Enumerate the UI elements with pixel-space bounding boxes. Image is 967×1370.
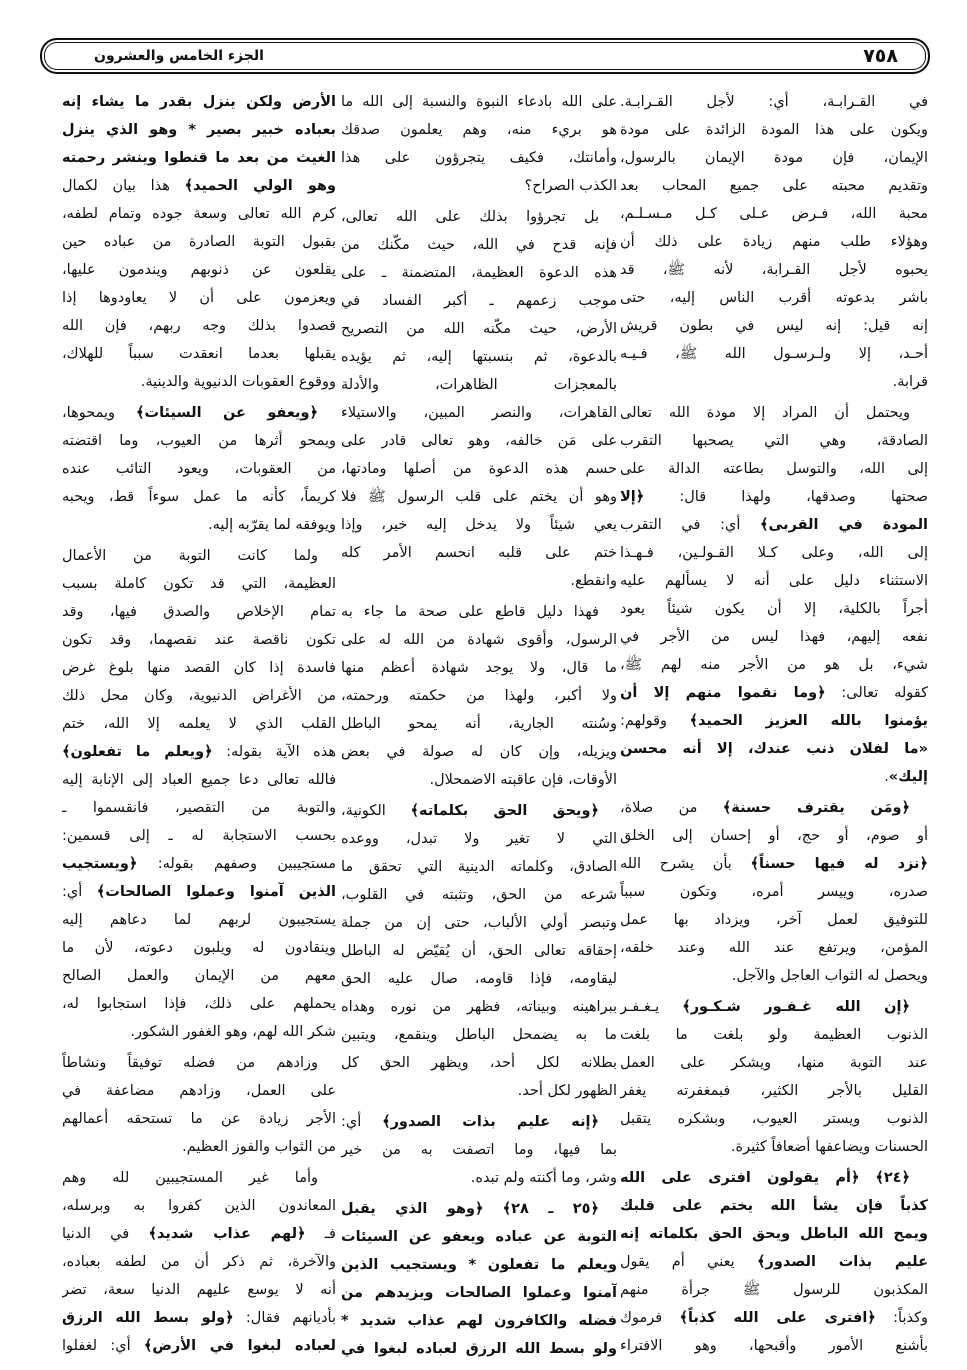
text-line: كقوله تعالى: ﴿وما نقموا منهم إلا أن — [620, 685, 928, 701]
text-line: الحسنات ويضاعفها أضعافاً كثيرة. — [730, 1139, 928, 1155]
text-line: ويعزمون على أن لا يعاودوها إذا — [62, 290, 336, 306]
quran-quote: آمنوا وعملوا الصالحات ويزيدهم من — [341, 1285, 617, 1301]
text-line: من الثواب والفوز العظيم. — [182, 1139, 336, 1155]
text-line: ما قال، ولا يوجد شهادة أعظم منها — [341, 660, 617, 676]
text-line: فإنه قدح في الله، حيث مكّنك من — [341, 237, 617, 253]
text-line: كرم الله تعالى وسعة جوده وتمام لطفه، — [62, 206, 336, 222]
text-line: قرابة. — [892, 374, 928, 390]
text-line — [341, 1195, 617, 1223]
text-line — [620, 1164, 928, 1192]
text-line: نفعه إليهم، فهذا ليس من الأجر في — [620, 629, 928, 645]
text-line: بل تجرؤوا بذلك على الله تعالى، — [341, 209, 599, 225]
text-line: يقبلها بعدما انعقدت سبباً للهلاك، — [62, 346, 336, 362]
running-header — [40, 38, 930, 74]
text-line: أو صوم، أو حج، أو إحسان إلى الخلق — [620, 828, 928, 844]
text-line: وسُنته الجارية، أنه يمحو الباطل — [341, 716, 617, 732]
text-line: صدره، وييسر أمره، وتكون سبباً — [620, 884, 928, 900]
quran-quote: لعباده لبغوا في الأرض﴾ — [143, 1338, 336, 1354]
text-line: من العقوبات، ويعود التائب عنده — [62, 461, 336, 477]
text-line: ووقوع العقوبات الدنيوية والدينية. — [140, 374, 336, 390]
text-line: وشر، وما أكنته ولم تبده. — [470, 1170, 617, 1186]
text-line: في القـرابـة، أي: لأجل القـرابـة. — [620, 94, 928, 110]
page-number: ٧٥٨ — [863, 45, 898, 67]
text-line: المودة في القربى﴾ أي: في التقرب — [620, 517, 928, 533]
text-line: وأما غير المستجيبين لله وهم — [62, 1170, 318, 1186]
text-line: التي لا تغير ولا تبدل، ووعده — [341, 831, 617, 847]
text-line: المؤمن، ويرتفع عند الله وعند خلقه، — [620, 940, 928, 956]
text-line: حسم هذه الدعوة من أصلها ومادتها، — [341, 461, 617, 477]
text-line: ما به يضمحل الباطل وينقمع، ويتبين — [341, 1027, 617, 1043]
text-column — [341, 88, 617, 1363]
text-line: ﴿ويعفو عن السيئات﴾ ويمحوها، — [62, 405, 319, 421]
text-line: يحملهم على ذلك، فإذا استجابوا له، — [62, 996, 336, 1012]
quran-quote: ﴿وهو الذي يقبل — [341, 1201, 484, 1217]
text-line: الصادق، وكلماته الدينية التي تحقق ما — [341, 859, 617, 875]
quran-quote: ﴿نزد له فيها حسناً﴾ — [750, 856, 928, 872]
quran-quote: إليك» — [888, 769, 928, 785]
text-line: الصادقة، وهي التي يصحبها التقرب — [620, 433, 928, 449]
text-line: ويحتمل أن المراد إلا مودة الله تعالى — [620, 405, 910, 421]
text-line — [620, 735, 928, 763]
quran-quote: الذين آمنوا وعملوا الصالحات﴾ — [96, 884, 336, 900]
text-line: من الأغراض الدنيوية، وكان محل ذلك — [62, 688, 336, 704]
text-line: والآخرة، ثم ذكر أن من لطفه بعباده، — [62, 1254, 336, 1270]
quran-quote: ولو بسط الله الرزق لعباده لبغوا في — [341, 1341, 617, 1357]
text-line: ويوفقه لما يقرّبه إليه. — [207, 517, 336, 533]
quran-quote: ويمح الله الباطل ويحق الحق بكلماته إنه — [620, 1226, 928, 1242]
text-line: الاستثناء دليل على أنه لا يسألهم عليه — [620, 573, 928, 589]
text-line: وهو الولي الحميد﴾ هذا بيان لكمال — [62, 178, 336, 194]
text-line: الأرض، حيث مكّنه الله من التصريح — [341, 321, 617, 337]
text-line: ﴿إن الله غـفـور شـكـور﴾ يـغـفـر — [620, 999, 910, 1015]
text-line: ويكون على هذا المودة الزائدة على مودة — [620, 122, 928, 138]
text-line: الذنوب العظيمة ولو بلغت ما بلغت — [620, 1027, 928, 1043]
quran-quote: ﴿إن الله غـفـور شـكـور﴾ — [682, 999, 910, 1015]
text-line: ولما كانت التوبة من الأعمال — [62, 548, 318, 564]
quran-quote: بعباده خبير بصير * وهو الذي ينزل — [62, 122, 336, 138]
quran-quote: «ما لفلان ذنب عندك، إلا أنه محسن — [620, 741, 928, 757]
text-line: وهؤلاء طلب منهم زيادة على ذلك أن — [620, 234, 928, 250]
text-line: أنه لا يوسع عليهم الدنيا سعة، تضر — [62, 1282, 336, 1298]
text-line: بأشنع الأمور وأقبحها، وهو الافتراء — [620, 1338, 928, 1354]
text-line — [62, 116, 336, 144]
quran-quote: يؤمنوا بالله العزيز الحميد﴾ — [689, 713, 928, 729]
text-line: وكذباً: ﴿افترى على الله كذباً﴾ فرموك — [620, 1310, 928, 1326]
text-line: تكون ناقصة عند نقصهما، وقد تكون — [62, 632, 336, 648]
text-line: عند التوبة منها، ويشكر على العمل — [620, 1055, 928, 1071]
text-line: يقلعون عن ذنوبهم ويندمون عليها، — [62, 262, 336, 278]
quran-quote: التوبة عن عباده ويعفو عن السيئات — [341, 1229, 617, 1245]
text-line: الظهور لكل أحد. — [517, 1083, 617, 1099]
text-line: بالدعوة، ثم بنسبتها إليه، ثم يؤيده — [341, 349, 617, 365]
text-line: ليقاومه، فإذا قاومه، صال عليه الحق — [341, 971, 617, 987]
text-line: باشر بدعوته أقرب الناس إليه، حتى — [620, 290, 928, 306]
text-line — [341, 1335, 617, 1363]
text-line: يعي شيئاً ولا يدخل إليه خير، وإذا — [341, 517, 617, 533]
text-line: وانقطع. — [570, 573, 617, 589]
text-line: فـ ﴿لهم عذاب شديد﴾ في الدنيا — [62, 1226, 336, 1242]
text-line — [341, 1251, 617, 1279]
text-line: ختم على قلبه انحسم الأمر كله — [341, 545, 617, 561]
quran-quote: ﴿ولو بسط الله الرزق — [62, 1310, 234, 1326]
text-line: معهم من الإيمان والعمل الصالح — [62, 968, 336, 984]
text-line: القلب الذي لا يعلمه إلا الله، ختم — [62, 716, 336, 732]
quran-quote: ﴿افترى على الله كذباً﴾ — [679, 1310, 876, 1326]
text-line: بحسب الاستجابة له ـ إلى قسمين: — [62, 828, 336, 844]
quran-quote: ﴿وما نقموا منهم إلا أن — [620, 685, 826, 701]
text-line: إحقاقه تعالى الحق، أن يُقيّض له الباطل — [341, 943, 617, 959]
text-line: تمام الإخلاص والصدق فيها، وقد — [62, 604, 336, 620]
quran-quote: ﴿ويعلم ما تفعلون﴾ — [62, 744, 213, 760]
text-line — [62, 144, 336, 172]
quran-quote: ﴿ويستجيب — [62, 856, 138, 872]
text-line: صحتها وصدقها، ولهذا قال: ﴿إلا — [620, 489, 928, 505]
quran-quote: المودة في القربى﴾ — [759, 517, 928, 533]
text-line: المكذبون للرسول ﷺ جرأة منهم — [620, 1282, 928, 1298]
text-line — [341, 1279, 617, 1307]
text-line: بقبول التوبة الصادرة من عباده حين — [62, 234, 336, 250]
text-line: محبة الله، فـرض عـلى كـل مـسـلـم، — [620, 206, 928, 222]
text-line: إليك». — [884, 769, 928, 785]
text-line: يستجيبون لربهم لما دعاهم إليه — [62, 912, 336, 928]
text-line: إلى الله، وعلى كـلا القـولـين، فـهـذا — [620, 545, 928, 561]
text-line: هو بريء منه، وهم يعلمون صدقك — [341, 122, 617, 138]
text-line: فالله تعالى دعا جميع العباد إلى الإنابة إليه — [62, 772, 336, 788]
text-line: وتبصر أولي الألباب، حتى إن من جملة — [341, 915, 617, 931]
text-line: فاسدة إذا كان القصد منها بلوغ غرض — [62, 660, 336, 676]
text-line — [341, 1223, 617, 1251]
quran-quote: عليم بذات الصدور﴾ — [756, 1254, 928, 1270]
text-line: بما فيها، وما اتصفت به من خير — [341, 1142, 617, 1158]
quran-quote: وهو الولي الحميد﴾ — [184, 178, 336, 194]
text-line: إنه قيل: إنه ليس في بطون قريش — [620, 318, 928, 334]
text-line: شكر الله لهم، وهو الغفور الشكور. — [130, 1024, 336, 1040]
text-line — [620, 1192, 928, 1220]
text-line: لعباده لبغوا في الأرض﴾ أي: لغفلوا — [62, 1338, 336, 1354]
text-line: يؤمنوا بالله العزيز الحميد﴾ وقولهم: — [620, 713, 928, 729]
text-line: المعاندون الذين كفروا به وبرسله، — [62, 1198, 336, 1214]
text-line — [341, 1307, 617, 1335]
quran-quote: ﴿ومَن يقترف حسنة﴾ — [722, 800, 910, 816]
text-line: أحـد، إلا ولـرسـول الله ﷺ، فـيـه — [620, 346, 928, 362]
text-line: للتوفيق لعمل آخر، ويزداد بها عمل — [620, 912, 928, 928]
text-line: ولا أكبر، ولهذا من حكمته ورحمته، — [341, 688, 617, 704]
text-line: الأوقات، فإن عاقبته الاضمحلال. — [429, 772, 617, 788]
text-line: قصدوا بذلك وجه ربهم، فإن الله — [62, 318, 336, 334]
text-line: ببراهينه وبيناته، فظهر من نوره وهداه — [341, 999, 617, 1015]
text-line: ويحصل له الثواب العاجل والآجل. — [731, 968, 928, 984]
quran-quote: ﴿أم يقولون افترى على الله — [620, 1170, 860, 1186]
quran-quote: كذباً فإن يشأ الله يختم على قلبك — [620, 1198, 928, 1214]
text-line: ويمحو أثرها من العيوب، وما اقتضته — [62, 433, 336, 449]
quran-quote: فضله والكافرون لهم عذاب شديد * — [341, 1313, 617, 1329]
quran-quote: ﴿إنه عليم بذات الصدور﴾ — [382, 1114, 599, 1130]
text-line: موجب زعمهم ـ أكبر الفساد في — [341, 293, 617, 309]
part-title: الجزء الخامس والعشرون — [94, 48, 264, 64]
text-line: ﴿إنه عليم بذات الصدور﴾ أي: — [341, 1114, 599, 1130]
text-line: ﴿ويحق الحق بكلماته﴾ الكونية، — [341, 803, 599, 819]
text-line: الكذب الصراح؟ — [524, 178, 617, 194]
text-line: هذه الدعوة العظيمة، المتضمنة ـ على — [341, 265, 617, 281]
quran-quote: ويعلم ما تفعلون * ويستجيب الذين — [341, 1257, 617, 1273]
text-line: وزادهم من فضله توفيقاً ونشاطاً — [62, 1055, 318, 1071]
text-line: شيء، بل هو من الأجر منه لهم ﷺ، — [620, 657, 928, 673]
text-column — [620, 88, 928, 1360]
text-line: بالمعجزات الظاهرات، والأدلة — [341, 377, 617, 393]
text-line: فهذا دليل قاطع على صحة ما جاء به — [341, 604, 599, 620]
text-line: الذنوب ويستر العيوب، وبشكره يتقبل — [620, 1111, 928, 1127]
text-line: على مَن خالفه، وهو تعالى قادر على — [341, 433, 617, 449]
text-line: وأمانتك، فكيف يتجرؤون على هذا — [341, 150, 617, 166]
text-line: الإيمان، فإن مودة الإيمان بالرسول، — [620, 150, 928, 166]
quran-quote: ﴿لهم عذاب شديد﴾ — [148, 1226, 306, 1242]
text-line: يحبوه لأجل القـرابة، لأنه ﷺ، قد — [620, 262, 928, 278]
quran-quote: ﴿ويعفو عن السيئات﴾ — [136, 405, 319, 421]
text-line: القليل بالأجر الكثير، فبمغفرته يغفر — [620, 1083, 928, 1099]
text-line: على الله بادعاء النبوة والنسبة إلى الله ما — [341, 94, 617, 110]
text-line: ﴿ومَن يقترف حسنة﴾ من صلاة، — [620, 800, 910, 816]
text-line: الأجر زيادة عن ما تستحقه أعمالهم — [62, 1111, 336, 1127]
text-line: شرعه من الحق، وتثبته في القلوب، — [341, 887, 617, 903]
quran-quote: ﴿٢٥ ـ ٢٨﴾ — [502, 1201, 599, 1217]
text-line: كريماً، كأنه ما عمل سوءاً قط، ويحبه — [62, 489, 336, 505]
text-line: بطلانه لكل أحد، ويظهر الحق كل — [341, 1055, 617, 1071]
quran-quote: ﴿إلا — [620, 489, 645, 505]
quran-quote: ﴿٢٤﴾ — [875, 1170, 911, 1186]
text-line: وهو أن يختم على قلب الرسول ﷺ فلا — [341, 489, 617, 505]
text-line: وتقديم محبته على جميع المحاب بعد — [620, 178, 928, 194]
text-line — [620, 1220, 928, 1248]
text-line: القاهرات، والنصر المبين، والاستيلاء — [341, 405, 617, 421]
text-line: ويزيله، وإن كان له صولة في بعض — [341, 744, 617, 760]
text-line: عليم بذات الصدور﴾ يعني أم يقول — [620, 1254, 928, 1270]
text-line: هذه الآية بقوله: ﴿ويعلم ما تفعلون﴾ — [62, 744, 336, 760]
text-line: إلى الله، والتوسل بطاعته الدالة على — [620, 461, 928, 477]
text-column — [62, 88, 336, 1360]
text-line: العظيمة، التي قد تكون كاملة بسبب — [62, 576, 336, 592]
text-line: الذين آمنوا وعملوا الصالحات﴾ أي: — [62, 884, 336, 900]
text-line: وينقادون له ويلبون دعوته، لأن ما — [62, 940, 336, 956]
text-line: مستجيبين وصفهم بقوله: ﴿ويستجيب — [62, 856, 336, 872]
quran-quote: الأرض ولكن ينزل بقدر ما يشاء إنه — [62, 94, 336, 110]
text-line: ﴿نزد له فيها حسناً﴾ بأن يشرح الله — [620, 856, 928, 872]
text-line: أجراً بالكلية، إلا أن يكون شيئاً يعود — [620, 601, 928, 617]
text-line: على العمل، وزادهم مضاعفة في — [62, 1083, 336, 1099]
text-line: بأديانهم فقال: ﴿ولو بسط الله الرزق — [62, 1310, 336, 1326]
text-line: والتوبة من التقصير، فانقسموا ـ — [62, 800, 336, 816]
text-line: الرسول، وأقوى شهادة من الله له على — [341, 632, 617, 648]
text-line — [62, 88, 336, 116]
quran-quote: الغيث من بعد ما قنطوا وينشر رحمته — [62, 150, 336, 166]
quran-quote: ﴿ويحق الحق بكلماته﴾ — [410, 803, 599, 819]
